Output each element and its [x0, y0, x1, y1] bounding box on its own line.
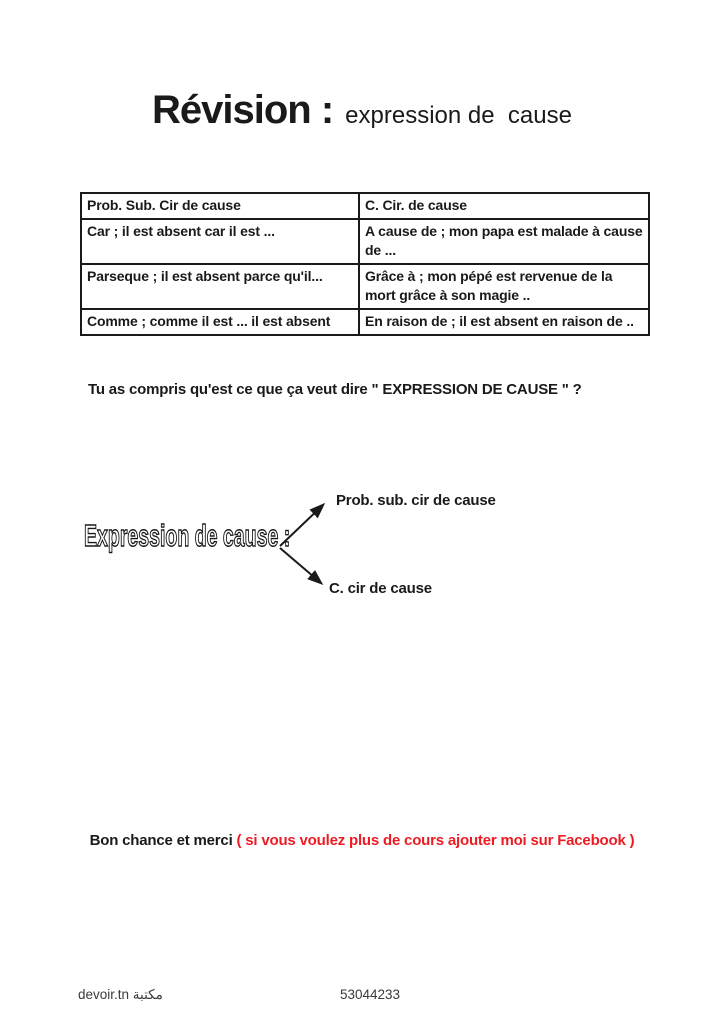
table-header-row [81, 193, 649, 219]
table-cell-grace-a: Grâce à ; mon pépé est rervenue de la mort grâce à son magie .. [359, 264, 649, 309]
footer-site-label: devoir.tn مكتبة [78, 987, 163, 1002]
table-cell-en-raison-de: En raison de ; il est absent en raison de .. [359, 309, 649, 335]
table-header-prob-sub-cir: Prob. Sub. Cir de cause [81, 193, 359, 219]
arrow-to-prob-sub [280, 505, 323, 546]
table-cell-a-cause-de: A cause de ; mon papa est malade à cause de ... [359, 219, 649, 264]
cause-comparison-table [80, 192, 650, 336]
table-header-c-cir: C. Cir. de cause [359, 193, 649, 219]
table-row [81, 264, 649, 309]
title-subtitle: expression de cause [345, 102, 572, 129]
table-cell-comme: Comme ; comme il est ... il est absent [81, 309, 359, 335]
table-row [81, 219, 649, 264]
diagram-branch-prob-sub: Prob. sub. cir de cause [336, 492, 496, 509]
diagram-root-label: Expression de cause : [84, 518, 291, 553]
comprehension-question: Tu as compris qu'est ce que ça veut dire " EXPRESSION DE CAUSE " ? [88, 381, 582, 398]
arrow-to-c-cir [280, 548, 321, 583]
table-cell-parseque: Parseque ; il est absent parce qu'il... [81, 264, 359, 309]
closing-red-text: ( si vous voulez plus de cours ajouter moi sur Facebook ) [236, 832, 635, 849]
closing-black-text: Bon chance et merci [89, 832, 237, 849]
table-cell-car: Car ; il est absent car il est ... [81, 219, 359, 264]
diagram-branch-c-cir: C. cir de cause [329, 580, 432, 597]
table-row [81, 309, 649, 335]
closing-line [0, 832, 724, 849]
title-main: Révision : [152, 88, 334, 132]
footer-phone-number: 53044233 [340, 987, 401, 1002]
document-title [0, 88, 724, 133]
